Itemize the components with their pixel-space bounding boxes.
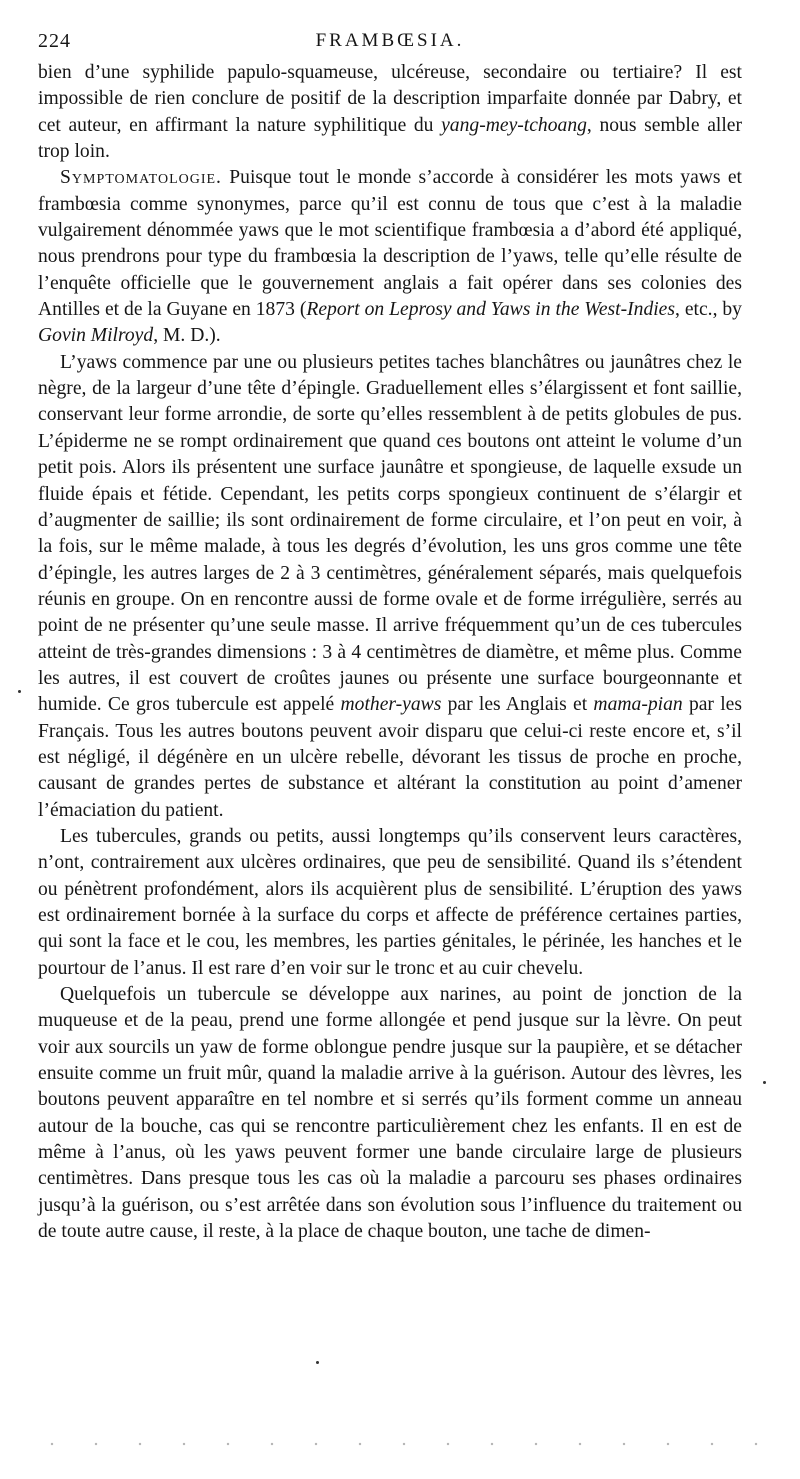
running-title: FRAMBŒSIA. <box>315 30 465 51</box>
scan-noise-dots <box>30 1441 770 1447</box>
paragraph-3-text-c: par les Français. Tous les autres boutons peuvent avoir disparu que celui-ci reste encore et, s’il est négligé, il dégénère en un ulcère rebelle, dévorant les tissus de proche en proche, causant de grandes pertes de substance et altérant la constitution au point d’amener l’émaciation du patient. <box>38 694 742 821</box>
paragraph-3-text-b: par les Anglais et <box>441 694 594 716</box>
paragraph-1-text: bien d’une syphilide papulo-squameuse, ulcéreuse, secondaire ou tertiaire? Il est impossible de rien conclure de positif de la description imparfaite donnée par Dabry, et cet auteur, en affirmant la nature syphilitique du <box>38 62 742 136</box>
margin-speck <box>18 690 21 693</box>
margin-speck <box>763 1081 766 1084</box>
paragraph-1 <box>38 60 742 165</box>
paragraph-3 <box>38 350 742 824</box>
term-mother-yaws: mother-yaws <box>340 694 442 716</box>
margin-speck <box>316 1361 319 1364</box>
paragraph-2-text-a: Puisque tout le monde s’accorde à considérer les mots yaws et frambœsia comme synonymes, parce qu’il est connu de tous que c’est à la maladie vulgairement dénommée yaws que le mot scientifique frambœsia a d’abord été appliqué, nous prendrons pour type du frambœsia la description de l’yaws, telle qu’elle résulte de l’enquête officielle que le gouvernement anglais a fait opérer dans ses colonies des Antilles et de la Guyane en 1873 ( <box>38 167 742 321</box>
report-author: Govin Milroyd <box>38 325 154 347</box>
paragraph-1-end: , nous semble aller trop loin. <box>38 114 742 163</box>
term-yang-mey-tchoang: yang-mey-tchoang <box>441 114 587 136</box>
paragraph-5: Quelquefois un tubercule se développe aux narines, au point de jonction de la muqueuse et de la peau, prend une forme allongée et pend jusque sur la lèvre. On peut voir aux sourcils un yaw de forme oblongue pendre jusque sur la paupière, et se détacher ensuite comme un fruit mûr, quand la maladie arrive à la guérison. Autour des lèvres, les boutons peuvent apparaître en tel nombre et si serrés qu’ils forment comme un anneau autour de la bouche, cas qui se rencontre particulièrement chez les enfants. Il en est de même à l’anus, où les yaws peuvent former une bande circulaire large de plusieurs centimètres. Dans presque tous les cas où la maladie a parcouru ses phases ordinaires jusqu’à la guérison, ou s’est arrêtée dans son évolution sous l’influence du traitement ou de toute autre cause, il reste, à la place de chaque bouton, une tache de dimen- <box>38 984 742 1243</box>
page-header <box>38 26 742 60</box>
paragraph-2-text-c: , M. D.). <box>153 325 221 347</box>
section-heading-symptomatologie: Symptomatologie. <box>60 167 222 189</box>
paragraph-2 <box>38 165 742 349</box>
paragraph-2-text-b: , etc., by <box>675 299 742 321</box>
report-title: Report on Leprosy and Yaws in the West-Indies <box>306 299 676 321</box>
body-text <box>38 60 742 1245</box>
paragraph-4: Les tubercules, grands ou petits, aussi longtemps qu’ils conservent leurs caractères, n’ont, contrairement aux ulcères ordinaires, que peu de sensibilité. Quand ils s’étendent ou pénètrent profondément, alors ils acquièrent plus de sensibilité. L’éruption des yaws est ordinairement bornée à la surface du corps et affecte de préférence certaines parties, qui sont la face et le cou, les membres, les parties génitales, le périnée, les hanches et le pourtour de l’anus. Il est rare d’en voir sur le tronc et au cuir chevelu. <box>38 825 742 979</box>
term-mama-pian: mama-pian <box>593 694 683 716</box>
book-page <box>38 26 742 1245</box>
paragraph-3-text-a: L’yaws commence par une ou plusieurs petites taches blanchâtres ou jaunâtres chez le nègre, de la largeur d’une tête d’épingle. Graduellement elles s’élargissent et font saillie, conservant leur forme arrondie, de sorte qu’elles ressemblent à de petits globules de pus. L’épiderme ne se rompt ordinairement que quand ces boutons ont atteint le volume d’un petit pois. Alors ils présentent une surface jaunâtre et spongieuse, de laquelle exsude un fluide épais et fétide. Cependant, les petits corps spongieux continuent de s’élargir et d’augmenter de saillie; ils sont ordinairement de forme circulaire, et l’on peut en voir, à la fois, sur le même malade, à tous les degrés d’évolution, les uns gros comme une tête d’épingle, les autres larges de 2 à 3 centimètres, généralement séparés, mais quelquefois réunis en groupe. On en rencontre aussi de forme ovale et de forme irrégulière, serrés au point de ne présenter qu’une seule masse. Il arrive fréquemment qu’un de ces tubercules atteint de très-grandes dimensions : 3 à 4 centimètres de diamètre, et même plus. Comme les autres, il est couvert de croûtes jaunes ou présente une surface bourgeonnante et humide. Ce gros tubercule est appelé <box>38 351 742 716</box>
page-number: 224 <box>38 30 71 52</box>
